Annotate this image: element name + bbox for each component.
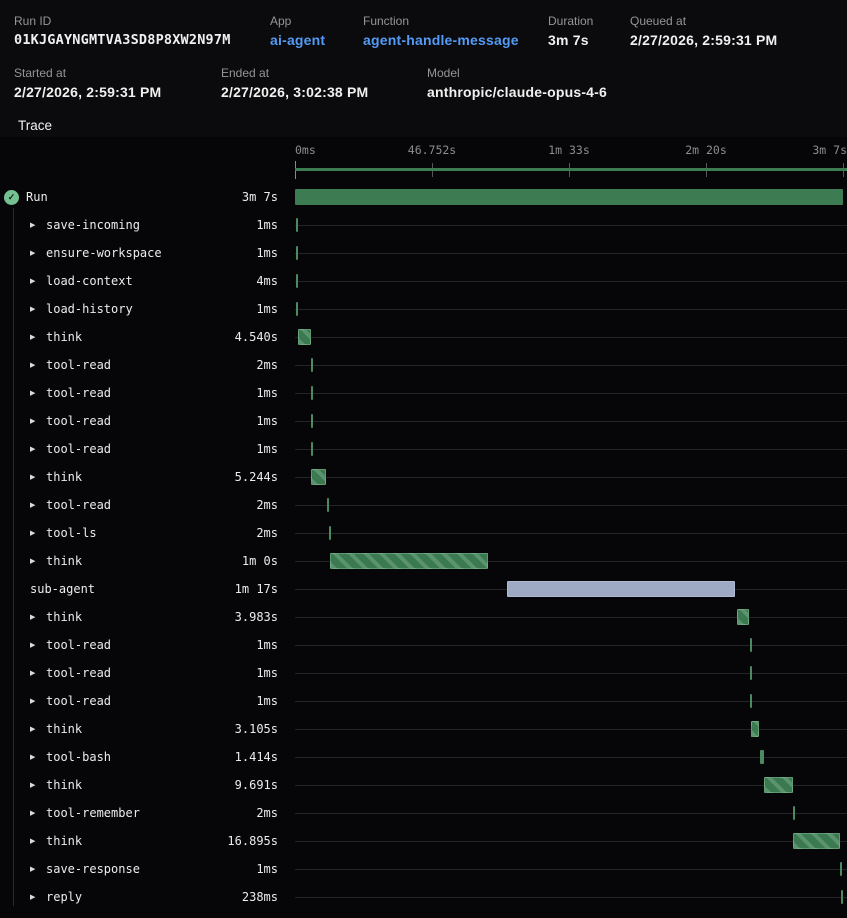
axis-tick-label: 0ms xyxy=(295,143,316,157)
row-gridline xyxy=(295,393,847,394)
trace-row[interactable] xyxy=(0,659,847,687)
span-info xyxy=(0,631,290,659)
row-gridline xyxy=(295,813,847,814)
span-info xyxy=(0,323,290,351)
meta-field xyxy=(363,13,548,50)
span-duration: 1.414s xyxy=(234,750,278,764)
meta-field-label: Queued at xyxy=(630,14,687,28)
meta-field-label: Model xyxy=(427,66,460,80)
expand-arrow-icon[interactable]: ▶ xyxy=(30,838,36,845)
span-bar[interactable] xyxy=(764,777,794,793)
span-bar[interactable] xyxy=(330,553,488,569)
span-bar[interactable] xyxy=(750,694,752,708)
meta-field-value: 2/27/2026, 2:59:31 PM xyxy=(14,84,162,100)
run-header xyxy=(0,0,847,143)
meta-field-value: 2/27/2026, 3:02:38 PM xyxy=(221,84,369,100)
span-duration: 16.895s xyxy=(227,834,278,848)
span-timeline xyxy=(295,659,843,687)
span-name: tool-remember xyxy=(46,806,140,820)
run-meta-row-1 xyxy=(14,13,831,50)
trace-row[interactable] xyxy=(0,743,847,771)
trace-row[interactable] xyxy=(0,519,847,547)
axis-tick-label: 1m 33s xyxy=(548,143,590,157)
trace-row[interactable] xyxy=(0,883,847,911)
expand-arrow-icon[interactable]: ▶ xyxy=(30,894,36,901)
span-duration: 1ms xyxy=(256,666,278,680)
expand-arrow-icon[interactable]: ▶ xyxy=(30,446,36,453)
span-timeline xyxy=(295,407,843,435)
meta-field-label: Ended at xyxy=(221,66,270,80)
span-bar[interactable] xyxy=(311,442,313,456)
span-timeline xyxy=(295,687,843,715)
span-name: load-context xyxy=(46,274,133,288)
span-duration: 3m 7s xyxy=(241,190,278,204)
span-info xyxy=(0,463,290,491)
span-name: tool-bash xyxy=(46,750,112,764)
trace-row[interactable] xyxy=(0,603,847,631)
span-name: tool-ls xyxy=(46,526,97,540)
span-timeline xyxy=(295,575,843,603)
span-timeline xyxy=(295,715,843,743)
row-gridline xyxy=(295,701,847,702)
span-timeline xyxy=(295,239,843,267)
span-info xyxy=(0,351,290,379)
span-bar[interactable] xyxy=(840,862,842,876)
trace-row[interactable] xyxy=(0,351,847,379)
span-name: save-response xyxy=(46,862,140,876)
trace-row[interactable] xyxy=(0,211,847,239)
expand-arrow-icon[interactable]: ▶ xyxy=(30,866,36,873)
span-bar[interactable] xyxy=(329,526,331,540)
span-duration: 9.691s xyxy=(234,778,278,792)
span-name: think xyxy=(46,722,83,736)
span-duration: 1ms xyxy=(256,638,278,652)
meta-field-label: App xyxy=(270,14,292,28)
span-duration: 1ms xyxy=(256,694,278,708)
span-duration: 1ms xyxy=(256,246,278,260)
expand-arrow-icon[interactable]: ▶ xyxy=(30,670,36,677)
row-gridline xyxy=(295,673,847,674)
trace-row[interactable] xyxy=(0,687,847,715)
span-info xyxy=(0,883,290,911)
span-name: ensure-workspace xyxy=(46,246,162,260)
expand-arrow-icon[interactable]: ▶ xyxy=(30,250,36,257)
trace-rows xyxy=(0,183,847,911)
span-name: think xyxy=(46,610,83,624)
span-timeline xyxy=(295,519,843,547)
span-bar[interactable] xyxy=(296,274,298,288)
row-gridline xyxy=(295,869,847,870)
span-duration: 4.540s xyxy=(234,330,278,344)
span-bar[interactable] xyxy=(327,498,329,512)
meta-field-label: Function xyxy=(363,14,410,28)
expand-arrow-icon[interactable]: ▶ xyxy=(30,754,36,761)
expand-arrow-icon[interactable]: ▶ xyxy=(30,614,36,621)
expand-arrow-icon[interactable]: ▶ xyxy=(30,558,36,565)
span-duration: 1ms xyxy=(256,414,278,428)
span-bar[interactable] xyxy=(311,386,313,400)
span-timeline xyxy=(295,183,843,211)
trace-row[interactable] xyxy=(0,267,847,295)
span-name: tool-read xyxy=(46,694,112,708)
span-bar[interactable] xyxy=(760,750,764,764)
span-duration: 1ms xyxy=(256,218,278,232)
row-gridline xyxy=(295,253,847,254)
span-duration: 1ms xyxy=(256,442,278,456)
trace-row[interactable] xyxy=(0,575,847,603)
expand-arrow-icon[interactable]: ▶ xyxy=(30,698,36,705)
span-name: tool-read xyxy=(46,666,112,680)
span-name: think xyxy=(46,470,83,484)
span-timeline xyxy=(295,631,843,659)
span-timeline xyxy=(295,267,843,295)
span-name: think xyxy=(46,834,83,848)
row-gridline xyxy=(295,617,847,618)
span-bar[interactable] xyxy=(296,302,298,316)
span-timeline xyxy=(295,491,843,519)
meta-field xyxy=(221,65,427,102)
trace-row[interactable] xyxy=(0,827,847,855)
row-gridline xyxy=(295,309,847,310)
row-gridline xyxy=(295,645,847,646)
row-gridline xyxy=(295,897,847,898)
trace-row[interactable] xyxy=(0,379,847,407)
span-duration: 4ms xyxy=(256,274,278,288)
span-timeline xyxy=(295,771,843,799)
span-name: think xyxy=(46,330,83,344)
span-bar[interactable] xyxy=(311,469,326,485)
span-info xyxy=(0,491,290,519)
trace-row[interactable] xyxy=(0,631,847,659)
span-name: tool-read xyxy=(46,358,112,372)
axis-tick-label: 2m 20s xyxy=(685,143,727,157)
row-gridline xyxy=(295,337,847,338)
span-bar[interactable] xyxy=(793,806,795,820)
span-timeline xyxy=(295,435,843,463)
span-bar[interactable] xyxy=(311,414,313,428)
row-gridline xyxy=(295,477,847,478)
span-info xyxy=(0,183,290,211)
row-gridline xyxy=(295,505,847,506)
span-timeline xyxy=(295,351,843,379)
span-info xyxy=(0,687,290,715)
span-duration: 2ms xyxy=(256,526,278,540)
meta-field-label: Started at xyxy=(14,66,67,80)
trace-row[interactable] xyxy=(0,491,847,519)
span-timeline xyxy=(295,379,843,407)
meta-field xyxy=(548,13,630,50)
span-bar[interactable] xyxy=(750,666,752,680)
span-duration: 2ms xyxy=(256,498,278,512)
span-bar[interactable] xyxy=(751,721,759,737)
span-info xyxy=(0,295,290,323)
span-name: think xyxy=(46,554,83,568)
span-timeline xyxy=(295,323,843,351)
span-timeline xyxy=(295,855,843,883)
meta-field xyxy=(427,65,607,102)
span-bar[interactable] xyxy=(737,609,749,625)
span-duration: 2ms xyxy=(256,806,278,820)
row-gridline xyxy=(295,841,847,842)
span-info xyxy=(0,379,290,407)
timeline-minimap-bar[interactable] xyxy=(295,168,847,171)
expand-arrow-icon[interactable]: ▶ xyxy=(30,222,36,229)
span-duration: 1ms xyxy=(256,302,278,316)
meta-field-label: Duration xyxy=(548,14,594,28)
meta-field-value: agent-handle-message xyxy=(363,32,519,48)
span-name: tool-read xyxy=(46,638,112,652)
span-timeline xyxy=(295,547,843,575)
indent-guide-line xyxy=(13,208,14,906)
trace-row[interactable] xyxy=(0,435,847,463)
trace-row[interactable] xyxy=(0,239,847,267)
meta-field-label: Run ID xyxy=(14,14,52,28)
span-name: sub-agent xyxy=(30,582,96,596)
span-timeline xyxy=(295,295,843,323)
span-name: tool-read xyxy=(46,386,112,400)
span-info xyxy=(0,799,290,827)
span-duration: 2ms xyxy=(256,358,278,372)
span-info xyxy=(0,603,290,631)
span-duration: 3.105s xyxy=(234,722,278,736)
span-bar[interactable] xyxy=(295,189,843,205)
span-name: Run xyxy=(26,190,48,204)
expand-arrow-icon[interactable]: ▶ xyxy=(30,642,36,649)
span-timeline xyxy=(295,211,843,239)
span-info xyxy=(0,435,290,463)
span-info xyxy=(0,407,290,435)
span-bar[interactable] xyxy=(311,358,313,372)
span-info xyxy=(0,743,290,771)
span-duration: 1m 17s xyxy=(234,582,278,596)
span-bar[interactable] xyxy=(793,833,840,849)
meta-field xyxy=(270,13,363,50)
expand-arrow-icon[interactable]: ▶ xyxy=(30,782,36,789)
axis-tick-label: 46.752s xyxy=(407,143,457,157)
expand-arrow-icon[interactable]: ▶ xyxy=(30,502,36,509)
expand-arrow-icon[interactable]: ▶ xyxy=(30,530,36,537)
span-duration: 238ms xyxy=(241,890,278,904)
row-gridline xyxy=(295,421,847,422)
meta-field xyxy=(14,65,221,102)
span-name: reply xyxy=(46,890,83,904)
span-timeline xyxy=(295,603,843,631)
run-meta-row-2 xyxy=(14,65,831,102)
expand-arrow-icon[interactable]: ▶ xyxy=(30,306,36,313)
span-info xyxy=(0,575,290,603)
trace-row[interactable] xyxy=(0,799,847,827)
span-bar[interactable] xyxy=(507,581,735,597)
row-gridline xyxy=(295,533,847,534)
span-info xyxy=(0,211,290,239)
span-name: think xyxy=(46,778,83,792)
span-timeline xyxy=(295,827,843,855)
span-info xyxy=(0,519,290,547)
expand-arrow-icon[interactable]: ▶ xyxy=(30,810,36,817)
trace-row[interactable] xyxy=(0,463,847,491)
expand-arrow-icon[interactable]: ▶ xyxy=(30,390,36,397)
timeline-axis-scale xyxy=(295,137,847,183)
meta-field-value: ai-agent xyxy=(270,32,326,48)
timeline-axis xyxy=(0,137,847,183)
span-bar[interactable] xyxy=(296,218,298,232)
trace-row[interactable] xyxy=(0,547,847,575)
span-info xyxy=(0,659,290,687)
span-name: save-incoming xyxy=(46,218,140,232)
meta-field xyxy=(630,13,777,50)
span-bar[interactable] xyxy=(750,638,752,652)
span-info xyxy=(0,715,290,743)
trace-row[interactable] xyxy=(0,183,847,211)
span-bar[interactable] xyxy=(298,329,311,345)
tab-trace[interactable]: Trace xyxy=(16,114,54,142)
axis-tick-label: 3m 7s xyxy=(812,143,847,157)
meta-field-value: 3m 7s xyxy=(548,32,589,48)
span-duration: 5.244s xyxy=(234,470,278,484)
trace-panel xyxy=(0,137,847,918)
meta-field xyxy=(14,13,270,50)
span-bar[interactable] xyxy=(296,246,298,260)
row-gridline xyxy=(295,449,847,450)
span-timeline xyxy=(295,883,843,911)
span-info xyxy=(0,547,290,575)
span-info xyxy=(0,771,290,799)
span-info xyxy=(0,827,290,855)
span-info xyxy=(0,855,290,883)
expand-arrow-icon[interactable]: ▶ xyxy=(30,474,36,481)
row-gridline xyxy=(295,225,847,226)
span-name: tool-read xyxy=(46,442,112,456)
expand-arrow-icon[interactable]: ▶ xyxy=(30,334,36,341)
span-timeline xyxy=(295,799,843,827)
success-check-icon: ✓ xyxy=(4,190,19,205)
meta-field-value: anthropic/claude-opus-4-6 xyxy=(427,84,608,100)
trace-row[interactable] xyxy=(0,715,847,743)
row-gridline xyxy=(295,729,847,730)
expand-arrow-icon[interactable]: ▶ xyxy=(30,362,36,369)
trace-row[interactable] xyxy=(0,323,847,351)
span-duration: 1ms xyxy=(256,862,278,876)
span-info xyxy=(0,239,290,267)
span-timeline xyxy=(295,463,843,491)
span-name: tool-read xyxy=(46,498,112,512)
span-duration: 3.983s xyxy=(234,610,278,624)
span-name: tool-read xyxy=(46,414,112,428)
span-info xyxy=(0,267,290,295)
span-duration: 1ms xyxy=(256,386,278,400)
span-timeline xyxy=(295,743,843,771)
span-name: load-history xyxy=(46,302,133,316)
row-gridline xyxy=(295,281,847,282)
trace-row[interactable] xyxy=(0,855,847,883)
span-duration: 1m 0s xyxy=(241,554,278,568)
row-gridline xyxy=(295,365,847,366)
expand-arrow-icon[interactable]: ▶ xyxy=(30,418,36,425)
timeline-axis-spacer xyxy=(0,137,290,183)
meta-field-value: 2/27/2026, 2:59:31 PM xyxy=(630,32,778,48)
trace-row[interactable] xyxy=(0,407,847,435)
expand-arrow-icon[interactable]: ▶ xyxy=(30,726,36,733)
expand-arrow-icon[interactable]: ▶ xyxy=(30,278,36,285)
meta-field-value: 01KJGAYNGMTVA3SD8P8XW2N97M xyxy=(14,32,231,48)
trace-row[interactable] xyxy=(0,295,847,323)
span-bar[interactable] xyxy=(841,890,843,904)
trace-row[interactable] xyxy=(0,771,847,799)
